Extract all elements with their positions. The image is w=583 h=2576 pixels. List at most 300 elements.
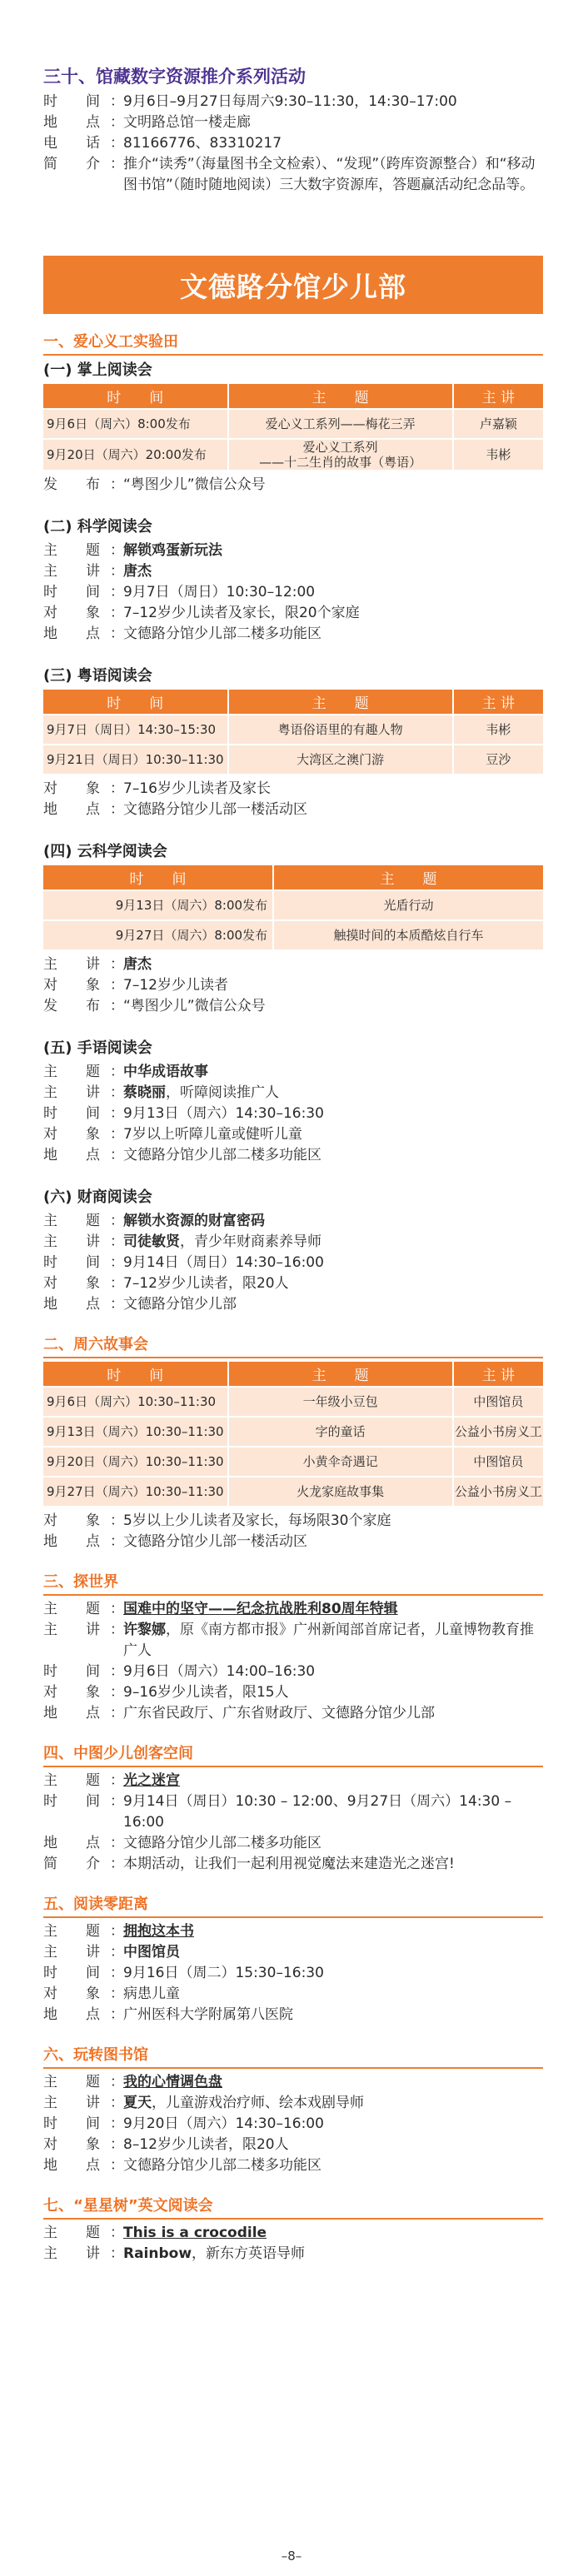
info-label: 主 题 ： bbox=[43, 542, 124, 559]
info-label-text: 主 讲 bbox=[43, 1622, 100, 1638]
info-label-text: 对 象 bbox=[43, 1126, 100, 1143]
info-label: 主 题 ： bbox=[43, 2074, 124, 2090]
info-value-text: 5岁以上少儿读者及家长，每场限30个家庭 bbox=[123, 1512, 391, 1529]
info-value-text: 拥抱这本书 bbox=[123, 1923, 194, 1940]
section-title-digital-resources: 三十、馆藏数字资源推介系列活动 bbox=[43, 67, 306, 87]
table-cell: 韦彬 bbox=[454, 440, 543, 470]
info-value bbox=[123, 1083, 543, 1104]
brochure-page bbox=[43, 65, 543, 2265]
info-value-text: 光之迷宫 bbox=[123, 1772, 180, 1789]
info-row bbox=[43, 1791, 543, 1833]
info-value bbox=[123, 2155, 543, 2176]
info-label-text: 主 讲 bbox=[43, 1084, 100, 1101]
subheading-sign-language: (五) 手语阅读会 bbox=[43, 1039, 152, 1057]
info-label-text: 地 点 bbox=[43, 1705, 100, 1721]
info-row bbox=[43, 475, 543, 496]
info-label-text: 时 间 bbox=[43, 1105, 100, 1122]
table-header-row bbox=[43, 865, 543, 889]
info-label: 主 题 ： bbox=[43, 1064, 124, 1080]
info-value bbox=[123, 800, 543, 820]
info-value-text: 我的心情调色盘 bbox=[123, 2074, 222, 2090]
info-value-text: 推介“读秀”（海量图书全文检索）、“发现”（跨库资源整合）和“移动图书馆”（随时随地阅读）三大数字资源库，答题赢活动纪念品等。 bbox=[123, 156, 536, 193]
info-value-text: 9月7日（周日）10:30–12:00 bbox=[123, 584, 316, 600]
info-value bbox=[123, 954, 543, 975]
info-value-text: 7岁以上听障儿童或健听儿童 bbox=[123, 1126, 302, 1143]
info-row bbox=[43, 996, 543, 1017]
info-label-text: 对 象 bbox=[43, 1684, 100, 1701]
info-label-text: 地 点 bbox=[43, 801, 100, 818]
info-value-text: “粤图少儿”微信公众号 bbox=[123, 476, 266, 493]
info-row bbox=[43, 624, 543, 645]
table-row bbox=[43, 715, 543, 744]
info-value-text: Rainbow bbox=[123, 2245, 192, 2262]
info-label-text: 时 间 bbox=[43, 584, 100, 600]
info-value bbox=[123, 1145, 543, 1166]
table-header-cell: 主 讲 bbox=[454, 690, 543, 714]
info-label-text: 时 间 bbox=[43, 93, 100, 110]
table-cell: 小黄伞奇遇记 bbox=[229, 1447, 452, 1476]
info-row bbox=[43, 1662, 543, 1682]
info-value bbox=[123, 1253, 543, 1273]
info-value bbox=[123, 92, 543, 112]
info-value-extra: ，青少年财商素养导师 bbox=[180, 1233, 321, 1250]
info-label: 主 讲 ： bbox=[43, 1233, 124, 1250]
info-value-text: This is a crocodile bbox=[123, 2225, 267, 2241]
info-label-text: 对 象 bbox=[43, 2136, 100, 2153]
info-label: 地 点 ： bbox=[43, 1147, 124, 1163]
table-row bbox=[43, 1477, 543, 1506]
info-value bbox=[123, 2223, 543, 2244]
info-value bbox=[123, 1532, 543, 1552]
info-value-text: 文德路分馆少儿部一楼活动区 bbox=[123, 1533, 307, 1550]
info-row bbox=[43, 779, 543, 800]
play-library-info bbox=[43, 2072, 543, 2176]
info-label-text: 主 题 bbox=[43, 2074, 100, 2090]
divider bbox=[43, 354, 543, 356]
info-label-text: 时 间 bbox=[43, 1965, 100, 1981]
table-cell: 9月13日（周六）8:00发布 bbox=[43, 891, 272, 919]
table-cell: 9月20日（周六）20:00发布 bbox=[43, 440, 227, 470]
heading-play-library: 六、玩转图书馆 bbox=[43, 2046, 148, 2064]
info-label: 地 点 ： bbox=[43, 2157, 124, 2174]
info-row bbox=[43, 2244, 543, 2265]
info-label-text: 时 间 bbox=[43, 2115, 100, 2132]
info-value bbox=[123, 1791, 543, 1833]
info-row bbox=[43, 133, 543, 154]
info-value bbox=[123, 1682, 543, 1703]
info-value-text: 唐杰 bbox=[123, 956, 152, 973]
info-value-extra: ，原《南方都市报》广州新闻部首席记者，儿童博物教育推广人 bbox=[123, 1622, 534, 1659]
info-label: 时 间 ： bbox=[43, 1105, 124, 1122]
info-row bbox=[43, 2005, 543, 2025]
info-label-text: 对 象 bbox=[43, 605, 100, 621]
info-value-text: 广东省民政厅、广东省财政厅、文德路分馆少儿部 bbox=[123, 1705, 435, 1721]
info-row bbox=[43, 1273, 543, 1294]
divider bbox=[43, 1594, 543, 1596]
table-cell: 9月13日（周六）10:30–11:30 bbox=[43, 1418, 227, 1446]
info-value bbox=[123, 1921, 543, 1942]
info-value-text: 文德路分馆少儿部一楼活动区 bbox=[123, 801, 307, 818]
info-value bbox=[123, 112, 543, 133]
info-label: 对 象 ： bbox=[43, 1512, 124, 1529]
digital-resources-info bbox=[43, 92, 543, 196]
info-value-text: 9月6日–9月27日每周六9:30–11:30，14:30–17:00 bbox=[123, 93, 457, 110]
info-value bbox=[123, 1771, 543, 1791]
table-cell: 光盾行动 bbox=[274, 891, 543, 919]
info-value-text: 7–12岁少儿读者及家长，限20个家庭 bbox=[123, 605, 360, 621]
info-value bbox=[123, 779, 543, 800]
info-value bbox=[123, 1124, 543, 1145]
info-value bbox=[123, 2114, 543, 2135]
info-value bbox=[123, 975, 543, 996]
table-cell: 爱心义工系列——梅花三弄 bbox=[229, 410, 452, 438]
heading-english-reading: 七、“星星树”英文阅读会 bbox=[43, 2197, 213, 2215]
info-value-text: 解锁鸡蛋新玩法 bbox=[123, 542, 222, 559]
info-label: 地 点 ： bbox=[43, 801, 124, 818]
info-value-text: 唐杰 bbox=[123, 563, 152, 580]
info-value bbox=[123, 154, 543, 196]
info-label: 主 题 ： bbox=[43, 2225, 124, 2241]
info-label-text: 主 题 bbox=[43, 1213, 100, 1229]
table-cell: 9月20日（周六）10:30–11:30 bbox=[43, 1447, 227, 1476]
info-value-text: 9–16岁少儿读者，限15人 bbox=[123, 1684, 289, 1701]
info-value bbox=[123, 1942, 543, 1963]
info-label: 地 点 ： bbox=[43, 2006, 124, 2023]
subheading-cloud-science: (四) 云科学阅读会 bbox=[43, 843, 167, 860]
info-row bbox=[43, 1511, 543, 1532]
info-value bbox=[123, 1833, 543, 1854]
info-value bbox=[123, 2005, 543, 2025]
info-value-text: 81166776、83310217 bbox=[123, 135, 282, 152]
info-label-text: 地 点 bbox=[43, 1835, 100, 1851]
info-row bbox=[43, 92, 543, 112]
info-row bbox=[43, 2093, 543, 2114]
english-reading-info bbox=[43, 2223, 543, 2265]
info-value-text: 解锁水资源的财富密码 bbox=[123, 1213, 265, 1229]
info-label-text: 发 布 bbox=[43, 476, 100, 493]
info-label: 时 间 ： bbox=[43, 1663, 124, 1680]
info-value-text: 9月13日（周六）14:30–16:30 bbox=[123, 1105, 324, 1122]
info-value bbox=[123, 541, 543, 561]
info-row bbox=[43, 2155, 543, 2176]
info-label: 主 讲 ： bbox=[43, 956, 124, 973]
table-header-cell: 主 题 bbox=[229, 1362, 452, 1386]
info-value-text: 文德路分馆少儿部二楼多功能区 bbox=[123, 2157, 321, 2174]
info-value bbox=[123, 2072, 543, 2093]
info-label-text: 时 间 bbox=[43, 1254, 100, 1271]
table-cell: 爱心义工系列 ——十二生肖的故事（粤语） bbox=[229, 440, 452, 470]
info-value bbox=[123, 1294, 543, 1315]
info-row bbox=[43, 154, 543, 196]
info-row bbox=[43, 1833, 543, 1854]
heading-explore-world: 三、探世界 bbox=[43, 1573, 118, 1591]
table-cell: 火龙家庭故事集 bbox=[229, 1477, 452, 1506]
info-row bbox=[43, 603, 543, 624]
table-header-row bbox=[43, 690, 543, 714]
mobile-reading-table bbox=[42, 382, 545, 471]
info-label-text: 发 布 bbox=[43, 998, 100, 1014]
table-header-cell: 时 间 bbox=[43, 865, 272, 889]
info-label: 电 话 ： bbox=[43, 135, 124, 152]
info-label-text: 主 讲 bbox=[43, 1944, 100, 1961]
info-label-text: 对 象 bbox=[43, 977, 100, 994]
info-value bbox=[123, 561, 543, 582]
table-cell: 字的童话 bbox=[229, 1418, 452, 1446]
info-value-text: 蔡晓丽 bbox=[123, 1084, 166, 1101]
info-label: 发 布 ： bbox=[43, 476, 124, 493]
info-label: 主 讲 ： bbox=[43, 1622, 124, 1638]
info-label-text: 主 讲 bbox=[43, 563, 100, 580]
table-cell: 9月6日（周六）10:30–11:30 bbox=[43, 1388, 227, 1416]
info-label: 主 讲 ： bbox=[43, 1944, 124, 1961]
info-label-text: 对 象 bbox=[43, 780, 100, 797]
info-value-text: 文德路分馆少儿部 bbox=[123, 1296, 237, 1313]
info-row bbox=[43, 2072, 543, 2093]
info-row bbox=[43, 1253, 543, 1273]
info-label: 对 象 ： bbox=[43, 605, 124, 621]
info-label-text: 主 题 bbox=[43, 1064, 100, 1080]
info-label-text: 主 讲 bbox=[43, 2245, 100, 2262]
cloud-science-table bbox=[42, 864, 545, 951]
mobile-reading-info bbox=[43, 475, 543, 496]
info-label-text: 对 象 bbox=[43, 1512, 100, 1529]
info-label-text: 简 介 bbox=[43, 156, 100, 172]
cantonese-reading-info bbox=[43, 779, 543, 820]
info-value bbox=[123, 1511, 543, 1532]
info-value-text: 9月14日（周日）14:30–16:00 bbox=[123, 1254, 324, 1271]
info-value bbox=[123, 1104, 543, 1124]
info-row bbox=[43, 2114, 543, 2135]
info-value bbox=[123, 475, 543, 496]
table-cell: 公益小书房义工 bbox=[454, 1418, 543, 1446]
info-value-text: 9月6日（周六）14:00–16:30 bbox=[123, 1663, 316, 1680]
info-row bbox=[43, 1211, 543, 1232]
table-cell: 9月7日（周日）14:30–15:30 bbox=[43, 715, 227, 744]
table-cell: 公益小书房义工 bbox=[454, 1477, 543, 1506]
info-label: 时 间 ： bbox=[43, 2115, 124, 2132]
info-row bbox=[43, 1532, 543, 1552]
subheading-mobile-reading: (一) 掌上阅读会 bbox=[43, 361, 152, 379]
info-value bbox=[123, 1273, 543, 1294]
table-cell: 中图馆员 bbox=[454, 1447, 543, 1476]
table-cell: 中图馆员 bbox=[454, 1388, 543, 1416]
info-row bbox=[43, 2223, 543, 2244]
heading-maker-space: 四、中图少儿创客空间 bbox=[43, 1745, 193, 1762]
table-cell: 触摸时间的本质酷炫自行车 bbox=[274, 921, 543, 949]
info-value-text: 夏天 bbox=[123, 2095, 152, 2111]
info-value-text: 文德路分馆少儿部二楼多功能区 bbox=[123, 625, 321, 642]
info-label: 主 题 ： bbox=[43, 1923, 124, 1940]
table-cell: 韦彬 bbox=[454, 715, 543, 744]
info-label: 时 间 ： bbox=[43, 584, 124, 600]
table-header-cell: 时 间 bbox=[43, 384, 227, 408]
info-label: 地 点 ： bbox=[43, 1296, 124, 1313]
info-row bbox=[43, 2135, 543, 2155]
table-cell: 卢嘉颖 bbox=[454, 410, 543, 438]
info-row bbox=[43, 1062, 543, 1083]
info-value-text: 病患儿童 bbox=[123, 1986, 180, 2002]
info-label-text: 地 点 bbox=[43, 1296, 100, 1313]
table-row bbox=[43, 1418, 543, 1446]
info-label: 对 象 ： bbox=[43, 1126, 124, 1143]
info-value-text: 文德路分馆少儿部二楼多功能区 bbox=[123, 1147, 321, 1163]
info-row bbox=[43, 1294, 543, 1315]
info-value-text: 9月20日（周六）14:30–16:00 bbox=[123, 2115, 324, 2132]
info-label-text: 主 讲 bbox=[43, 956, 100, 973]
info-label: 主 讲 ： bbox=[43, 2245, 124, 2262]
info-row bbox=[43, 800, 543, 820]
info-label: 主 题 ： bbox=[43, 1601, 124, 1617]
info-row bbox=[43, 1984, 543, 2005]
info-row bbox=[43, 1682, 543, 1703]
info-label: 主 讲 ： bbox=[43, 1084, 124, 1101]
info-row bbox=[43, 1104, 543, 1124]
info-row bbox=[43, 1921, 543, 1942]
info-value-text: “粤图少儿”微信公众号 bbox=[123, 998, 266, 1014]
table-header-cell: 时 间 bbox=[43, 690, 227, 714]
saturday-stories-info bbox=[43, 1511, 543, 1552]
info-value bbox=[123, 1703, 543, 1724]
info-label: 地 点 ： bbox=[43, 1533, 124, 1550]
subheading-science-reading: (二) 科学阅读会 bbox=[43, 518, 152, 536]
info-label-text: 主 题 bbox=[43, 1772, 100, 1789]
table-row bbox=[43, 1388, 543, 1416]
science-reading-info bbox=[43, 541, 543, 645]
info-label-text: 主 题 bbox=[43, 2225, 100, 2241]
table-row bbox=[43, 1447, 543, 1476]
saturday-stories-table bbox=[42, 1360, 545, 1507]
info-row bbox=[43, 1145, 543, 1166]
divider bbox=[43, 2067, 543, 2069]
info-label: 对 象 ： bbox=[43, 1275, 124, 1292]
info-label: 发 布 ： bbox=[43, 998, 124, 1014]
info-value bbox=[123, 1984, 543, 2005]
info-row bbox=[43, 582, 543, 603]
cloud-science-info bbox=[43, 954, 543, 1017]
info-label-text: 地 点 bbox=[43, 1147, 100, 1163]
divider bbox=[43, 1766, 543, 1767]
info-value-text: 本期活动，让我们一起利用视觉魔法来建造光之迷宫! bbox=[123, 1856, 455, 1872]
divider bbox=[43, 2218, 543, 2220]
info-label-text: 主 题 bbox=[43, 1601, 100, 1617]
sign-language-info bbox=[43, 1062, 543, 1166]
info-value bbox=[123, 624, 543, 645]
info-value-text: 司徒敏贤 bbox=[123, 1233, 180, 1250]
info-row bbox=[43, 112, 543, 133]
info-value-text: 7–12岁少儿读者 bbox=[123, 977, 228, 994]
info-row bbox=[43, 541, 543, 561]
info-value bbox=[123, 1062, 543, 1083]
info-label-text: 地 点 bbox=[43, 2006, 100, 2023]
info-label: 对 象 ： bbox=[43, 2136, 124, 2153]
info-label-text: 地 点 bbox=[43, 1533, 100, 1550]
info-value-text: 广州医科大学附属第八医院 bbox=[123, 2006, 293, 2023]
zero-distance-info bbox=[43, 1921, 543, 2025]
info-row bbox=[43, 561, 543, 582]
info-label: 地 点 ： bbox=[43, 1705, 124, 1721]
info-label: 时 间 ： bbox=[43, 1793, 124, 1810]
info-value-text: 9月16日（周二）15:30–16:30 bbox=[123, 1965, 324, 1981]
heading-saturday-stories: 二、周六故事会 bbox=[43, 1336, 148, 1353]
info-label-text: 时 间 bbox=[43, 1793, 100, 1810]
info-label-text: 电 话 bbox=[43, 135, 100, 152]
financial-reading-info bbox=[43, 1211, 543, 1315]
table-row bbox=[43, 921, 543, 949]
info-row bbox=[43, 1083, 543, 1104]
info-value bbox=[123, 1211, 543, 1232]
info-label: 主 讲 ： bbox=[43, 563, 124, 580]
explore-world-info bbox=[43, 1599, 543, 1724]
info-value bbox=[123, 1232, 543, 1253]
info-label: 地 点 ： bbox=[43, 625, 124, 642]
info-label: 简 介 ： bbox=[43, 156, 124, 172]
info-value bbox=[123, 1854, 543, 1875]
table-cell: 豆沙 bbox=[454, 745, 543, 774]
page-number: –8– bbox=[281, 2549, 302, 2564]
table-header-cell: 主 题 bbox=[229, 384, 452, 408]
table-header-cell: 主 讲 bbox=[454, 1362, 543, 1386]
info-label: 时 间 ： bbox=[43, 1254, 124, 1271]
info-row bbox=[43, 1620, 543, 1662]
info-label-text: 主 题 bbox=[43, 542, 100, 559]
info-value bbox=[123, 133, 543, 154]
table-header-row bbox=[43, 384, 543, 408]
info-label: 时 间 ： bbox=[43, 93, 124, 110]
info-value-text: 文德路分馆少儿部二楼多功能区 bbox=[123, 1835, 321, 1851]
info-label: 地 点 ： bbox=[43, 114, 124, 131]
table-header-row bbox=[43, 1362, 543, 1386]
info-label: 对 象 ： bbox=[43, 780, 124, 797]
table-row bbox=[43, 440, 543, 470]
info-row bbox=[43, 1854, 543, 1875]
info-row bbox=[43, 1599, 543, 1620]
info-value-text: 8–12岁少儿读者，限20人 bbox=[123, 2136, 289, 2153]
info-label-text: 地 点 bbox=[43, 114, 100, 131]
branch-banner: 文德路分馆少儿部 bbox=[43, 256, 543, 314]
info-value bbox=[123, 582, 543, 603]
info-label-text: 主 讲 bbox=[43, 1233, 100, 1250]
info-row bbox=[43, 1703, 543, 1724]
table-header-cell: 主 题 bbox=[229, 690, 452, 714]
info-value-text: 国难中的坚守——纪念抗战胜利80周年特辑 bbox=[123, 1601, 398, 1617]
info-row bbox=[43, 1232, 543, 1253]
info-label-text: 主 题 bbox=[43, 1923, 100, 1940]
info-value-text: 7–12岁少儿读者，限20人 bbox=[123, 1275, 289, 1292]
info-row bbox=[43, 1963, 543, 1984]
maker-space-info bbox=[43, 1771, 543, 1875]
info-value-text: 7–16岁少儿读者及家长 bbox=[123, 780, 271, 797]
info-label-text: 主 讲 bbox=[43, 2095, 100, 2111]
info-label: 主 讲 ： bbox=[43, 2095, 124, 2111]
heading-volunteer-lab: 一、爱心义工实验田 bbox=[43, 333, 178, 351]
table-header-cell: 主 题 bbox=[274, 865, 543, 889]
info-row bbox=[43, 1942, 543, 1963]
info-row bbox=[43, 1124, 543, 1145]
info-row bbox=[43, 954, 543, 975]
info-label: 主 题 ： bbox=[43, 1213, 124, 1229]
info-value bbox=[123, 2244, 543, 2265]
info-label: 主 题 ： bbox=[43, 1772, 124, 1789]
info-value bbox=[123, 1599, 543, 1620]
info-value bbox=[123, 996, 543, 1017]
info-value bbox=[123, 1620, 543, 1662]
info-label-text: 时 间 bbox=[43, 1663, 100, 1680]
info-label: 简 介 ： bbox=[43, 1856, 124, 1872]
table-header-cell: 时 间 bbox=[43, 1362, 227, 1386]
subheading-financial-reading: (六) 财商阅读会 bbox=[43, 1188, 152, 1206]
info-value-text: 文明路总馆一楼走廊 bbox=[123, 114, 251, 131]
table-cell: 9月27日（周六）10:30–11:30 bbox=[43, 1477, 227, 1506]
